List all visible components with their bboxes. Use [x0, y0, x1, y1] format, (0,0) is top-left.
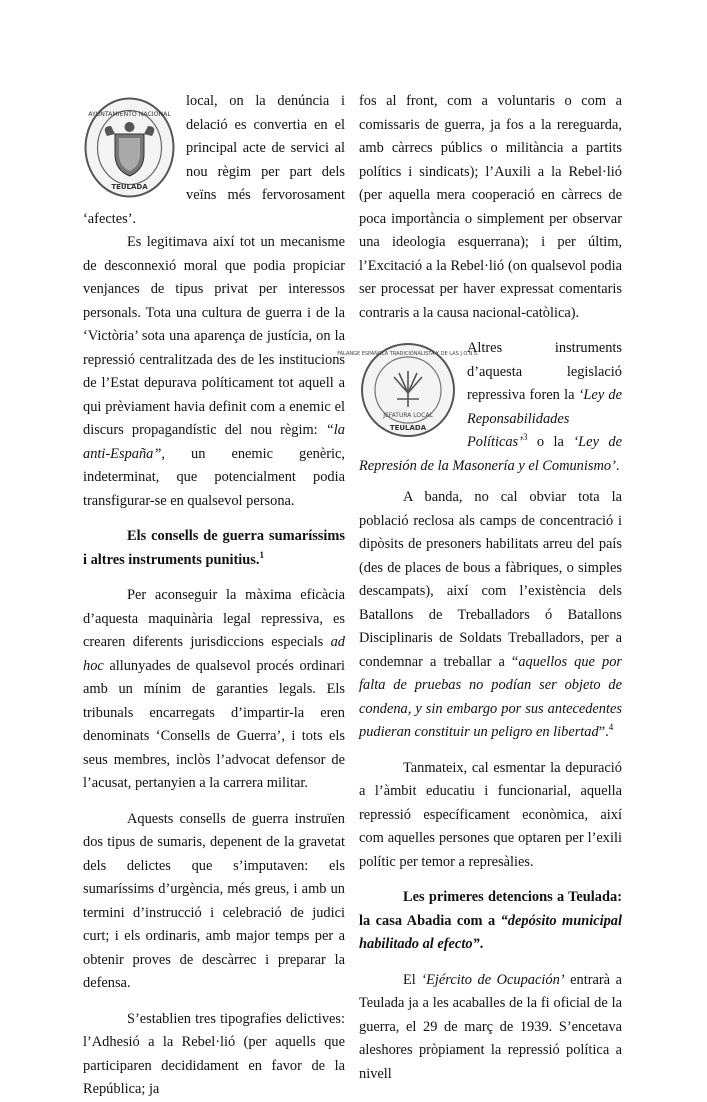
right-paragraph-3-text: A banda, no cal obviar tota la població reclosa als camps de concentració i dipòsits de presoners habilitats arreu del país (des de places de bous a fàbriques, o simples descampats), així com l’existència dels Batallons de Treballadors ó Batallons Disciplinaris de Soldats Treballadors, per a condemnar a treballar a “	[359, 489, 622, 670]
right-paragraph-5	[359, 969, 622, 1087]
left-paragraph-2-text: Es legitimava així tot un mecanisme de desconnexió moral que podia propiciar venjances de tipus privat per interessos personals. Tota una cultura de guerra i de la ‘Victòria’ sota una aparença de justícia, on la repressió centralitzada des de les institucions de l’Estat depurava políticament tot aquell a qui prèviament havia definit com a enemic el discurs propagandístic del nou règim:	[83, 234, 345, 438]
left-column	[83, 90, 345, 1102]
footnote-ref-1[interactable]: 1	[259, 549, 264, 560]
right-paragraph-2-text: Altres instruments d’aquesta legislació repressiva foren la	[467, 340, 622, 403]
right-column	[337, 90, 623, 1086]
ley-responsabilidades-italic: ‘Ley de Reponsabilidades Políticas’	[467, 387, 622, 450]
right-paragraph-5-tail: entrarà a Teulada ja a les acaballes de la fi oficial de la guerra, el 29 de març de 1939. S’encetava aleshores pròpiament la repressió política a nivell	[359, 971, 623, 1082]
left-paragraph-5: S’establien tres tipografies delictives: l’Adhesió a la Rebel·lió (per aquells que participaren decididament en favor de la República; ja	[83, 1010, 345, 1097]
left-paragraph-2-tail: , un enemic genèric, indeterminat, que potencialment podia transfigurar-se en qualsevol persona.	[83, 445, 345, 509]
right-paragraph-3	[359, 486, 622, 745]
right-paragraph-4: Tanmateix, cal esmentar la depuració a l’àmbit educatiu i funcionarial, aquella repressió específicament econòmica, així com aquelles persones que optaren per l’exili polític per temor a represàlies.	[359, 759, 622, 870]
footnote-ref-3[interactable]: 3	[522, 432, 528, 443]
section-heading-detencions-end: .	[479, 936, 484, 952]
seal-right-mid-text: JEFATURA LOCAL	[383, 412, 433, 419]
left-paragraph-3	[83, 584, 345, 796]
left-paragraph-3-tail: allunyades de qualsevol procés ordinari amb un mínim de garanties legals. Els tribunals encarregats d’impartir-la eren denominats ‘Consells de Guerra’, i tots els seus membres, inclòs l’advocat defensor de l’acusat, pertanyien a la carrera militar.	[83, 657, 345, 791]
section-heading-consells-text: Els consells de guerra sumaríssims i altres instruments punitius.	[83, 528, 345, 568]
left-paragraph-1-text: local, on la denúncia i delació es convertia en el principal acte de servici al nou règim per part dels veïns més fervorosament ‘afectes’.	[83, 93, 345, 227]
section-heading-consells	[83, 525, 345, 572]
right-paragraph-2	[337, 337, 622, 478]
seal-right-bottom-text: TEULADA	[389, 424, 427, 432]
section-heading-detencions-text: Les primeres detencions a Teulada: la casa Abadia com a	[359, 889, 622, 929]
section-heading-detencions	[359, 886, 622, 957]
seal-right-top-text: FALANGE ESPAÑOLA TRADICIONALISTA Y DE LAS J.O.N.S.	[337, 351, 479, 357]
left-paragraph-3-text: Per aconseguir la màxima eficàcia d’aquesta maquinària legal repressiva, es crearen diferents jurisdiccions especials	[83, 587, 345, 650]
anti-espana-quote: “la anti-España”	[83, 422, 345, 462]
left-paragraph-2	[83, 231, 345, 513]
ayuntamiento-seal-image	[83, 96, 176, 199]
ley-masoneria-italic: ‘Ley de Represión de la Masonería y el Comunismo’	[359, 434, 622, 474]
aquellos-quote-italic: aquellos que por falta de pruebas no podían ser objeto de condena, y sin embargo por sus antecedentes pudieran constituir un peligro en libertad	[359, 653, 623, 740]
deposito-municipal-italic: “depósito municipal habilitado al efecto”	[359, 912, 622, 952]
ad-hoc-italic: ad hoc	[83, 634, 345, 674]
right-paragraph-1: fos al front, com a voluntaris o com a comissaris de guerra, ja fos a la rereguarda, amb càrrecs públics o militància a partits polítics i sindicats); l’Auxili a la Rebel·lió (per aquella mera cooperació en càrrecs de poca importància o simplement per observar una ideologia esquerrana); i per últim, l’Excitació a la Rebel·lió (on qualsevol podia ser processat per haver expressat comentaris contraris a la causa nacional-catòlica).	[359, 93, 622, 321]
footnote-ref-4[interactable]: 4	[608, 722, 614, 733]
ejercito-ocupacion-italic: ‘Ejército de Ocupación’	[421, 971, 565, 988]
seal-bottom-text: TEULADA	[111, 183, 148, 191]
falange-seal-image	[337, 341, 479, 439]
left-paragraph-1	[83, 90, 345, 231]
right-paragraph-3-tail: ”.	[598, 724, 609, 740]
right-paragraph-5-text: El	[403, 971, 422, 988]
left-paragraph-4: Aquests consells de guerra instruïen dos tipus de sumaris, depenent de la gravetat dels delictes que s’imputaven: els sumaríssims d’urgència, més greus, i amb un termini d’instrucció i celebració de judici curt; i els ordinaris, amb major temps per a obtenir proves de descàrrec i preparar la defensa.	[83, 810, 345, 991]
right-paragraph-2-conj: o la	[527, 434, 574, 450]
seal-top-text: AYUNTAMIENTO NACIONAL	[88, 111, 171, 118]
right-paragraph-2-end: .	[615, 457, 620, 474]
